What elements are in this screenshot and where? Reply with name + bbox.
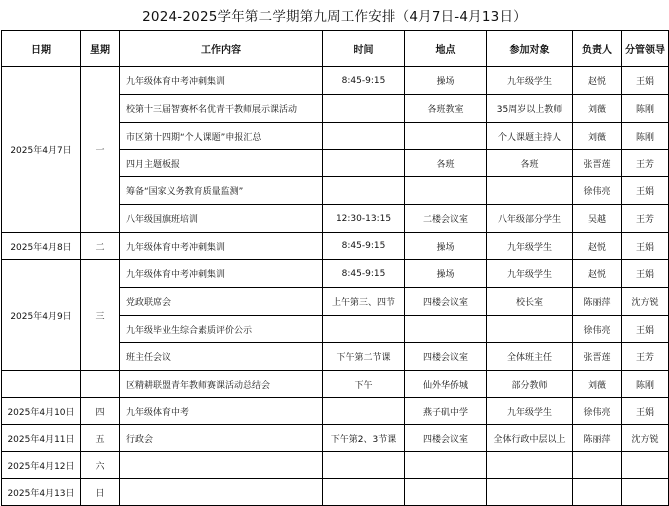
place-cell (405, 479, 487, 506)
participants-cell: 九年级学生 (487, 67, 573, 95)
time-cell: 8:45-9:15 (323, 260, 405, 288)
owner-cell: 陈丽萍 (573, 288, 622, 316)
header-time: 时间 (323, 31, 405, 67)
place-cell: 操场 (405, 260, 487, 288)
leader-cell: 王娟 (622, 260, 669, 288)
leader-cell (622, 452, 669, 479)
date-cell: 2025年4月13日 (2, 479, 81, 506)
place-cell: 仙外华侨城 (405, 371, 487, 398)
leader-cell: 王娟 (622, 177, 669, 205)
content-cell (120, 452, 323, 479)
header-participants: 参加对象 (487, 31, 573, 67)
content-cell: 九年级体育中考 (120, 398, 323, 425)
place-cell (405, 177, 487, 205)
time-cell: 12:30-13:15 (323, 205, 405, 233)
owner-cell: 刘薇 (573, 371, 622, 398)
header-weekday: 星期 (81, 31, 120, 67)
participants-cell: 全体行政中层以上 (487, 425, 573, 452)
weekday-cell: 五 (81, 425, 120, 452)
date-cell-empty (2, 371, 81, 398)
place-cell: 四楼会议室 (405, 343, 487, 371)
leader-cell: 沈方锐 (622, 288, 669, 316)
leader-cell: 王娟 (622, 233, 669, 260)
time-cell (323, 123, 405, 150)
date-cell: 2025年4月8日 (2, 233, 81, 260)
table-row (2, 371, 669, 398)
owner-cell: 张晋莲 (573, 343, 622, 371)
place-cell: 燕子矶中学 (405, 398, 487, 425)
content-cell: 八年级国旗班培训 (120, 205, 323, 233)
owner-cell (573, 452, 622, 479)
date-cell: 2025年4月7日 (2, 67, 81, 233)
participants-cell (487, 452, 573, 479)
place-cell (405, 123, 487, 150)
content-cell: 九年级体育中考冲刺集训 (120, 260, 323, 288)
place-cell: 各班 (405, 150, 487, 177)
content-cell: 班主任会议 (120, 343, 323, 371)
time-cell (323, 479, 405, 506)
header-place: 地点 (405, 31, 487, 67)
place-cell: 各班教室 (405, 95, 487, 123)
table-row (2, 233, 669, 260)
participants-cell: 全体班主任 (487, 343, 573, 371)
weekday-cell: 四 (81, 398, 120, 425)
leader-cell: 陈刚 (622, 371, 669, 398)
date-cell: 2025年4月12日 (2, 452, 81, 479)
header-content: 工作内容 (120, 31, 323, 67)
table-row (2, 260, 669, 288)
owner-cell: 张晋莲 (573, 150, 622, 177)
time-cell (323, 150, 405, 177)
content-cell: 行政会 (120, 425, 323, 452)
time-cell: 下午第2、3节课 (323, 425, 405, 452)
time-cell (323, 95, 405, 123)
participants-cell: 部分教师 (487, 371, 573, 398)
content-cell: 九年级毕业生综合素质评价公示 (120, 316, 323, 343)
leader-cell: 王芳 (622, 205, 669, 233)
leader-cell: 王芳 (622, 343, 669, 371)
weekday-cell-empty (81, 371, 120, 398)
weekday-cell: 三 (81, 260, 120, 371)
content-cell: 九年级体育中考冲刺集训 (120, 233, 323, 260)
participants-cell: 各班 (487, 150, 573, 177)
date-cell: 2025年4月9日 (2, 260, 81, 371)
place-cell: 四楼会议室 (405, 425, 487, 452)
content-cell: 九年级体育中考冲刺集训 (120, 67, 323, 95)
weekday-cell: 日 (81, 479, 120, 506)
leader-cell: 陈刚 (622, 95, 669, 123)
content-cell: 校第十三届智赛杯名优青干教师展示课活动 (120, 95, 323, 123)
weekday-cell: 六 (81, 452, 120, 479)
header-owner: 负责人 (573, 31, 622, 67)
header-date: 日期 (2, 31, 81, 67)
time-cell: 下午 (323, 371, 405, 398)
weekday-cell: 一 (81, 67, 120, 233)
place-cell (405, 452, 487, 479)
owner-cell: 吴越 (573, 205, 622, 233)
place-cell (405, 316, 487, 343)
time-cell (323, 452, 405, 479)
participants-cell (487, 177, 573, 205)
leader-cell: 王娟 (622, 67, 669, 95)
date-cell: 2025年4月10日 (2, 398, 81, 425)
table-row (2, 398, 669, 425)
participants-cell (487, 479, 573, 506)
time-cell (323, 177, 405, 205)
place-cell: 操场 (405, 233, 487, 260)
time-cell: 8:45-9:15 (323, 67, 405, 95)
owner-cell: 刘薇 (573, 123, 622, 150)
owner-cell: 赵悦 (573, 233, 622, 260)
owner-cell: 陈丽萍 (573, 425, 622, 452)
place-cell: 二楼会议室 (405, 205, 487, 233)
leader-cell: 王娟 (622, 398, 669, 425)
participants-cell: 九年级学生 (487, 260, 573, 288)
table-row (2, 452, 669, 479)
leader-cell: 王娟 (622, 316, 669, 343)
table-row (2, 67, 669, 95)
owner-cell (573, 479, 622, 506)
content-cell: 四月主题板报 (120, 150, 323, 177)
time-cell (323, 316, 405, 343)
leader-cell (622, 479, 669, 506)
participants-cell: 九年级学生 (487, 233, 573, 260)
owner-cell: 徐伟亮 (573, 316, 622, 343)
time-cell: 下午第二节课 (323, 343, 405, 371)
owner-cell: 赵悦 (573, 67, 622, 95)
content-cell: 党政联席会 (120, 288, 323, 316)
weekday-cell: 二 (81, 233, 120, 260)
table-row (2, 479, 669, 506)
header-leader: 分管领导 (622, 31, 669, 67)
participants-cell: 八年级部分学生 (487, 205, 573, 233)
time-cell: 8:45-9:15 (323, 233, 405, 260)
content-cell: 市区第十四期“个人课题”申报汇总 (120, 123, 323, 150)
owner-cell: 徐伟亮 (573, 177, 622, 205)
schedule-table (1, 30, 669, 506)
page-title: 2024-2025学年第二学期第九周工作安排（4月7日-4月13日） (142, 9, 527, 25)
time-cell: 上午第三、四节 (323, 288, 405, 316)
participants-cell: 校长室 (487, 288, 573, 316)
content-cell (120, 479, 323, 506)
owner-cell: 赵悦 (573, 260, 622, 288)
date-cell: 2025年4月11日 (2, 425, 81, 452)
leader-cell: 陈刚 (622, 123, 669, 150)
owner-cell: 刘薇 (573, 95, 622, 123)
participants-cell: 个人课题主持人 (487, 123, 573, 150)
table-row (2, 425, 669, 452)
content-cell: 筹备“国家义务教育质量监测” (120, 177, 323, 205)
time-cell (323, 398, 405, 425)
place-cell: 四楼会议室 (405, 288, 487, 316)
participants-cell (487, 316, 573, 343)
header-row (2, 31, 669, 67)
participants-cell: 35周岁以上教师 (487, 95, 573, 123)
content-cell: 区精耕联盟青年教师赛课活动总结会 (120, 371, 323, 398)
leader-cell: 王芳 (622, 150, 669, 177)
participants-cell: 九年级学生 (487, 398, 573, 425)
owner-cell: 徐伟亮 (573, 398, 622, 425)
leader-cell: 沈方锐 (622, 425, 669, 452)
place-cell: 操场 (405, 67, 487, 95)
